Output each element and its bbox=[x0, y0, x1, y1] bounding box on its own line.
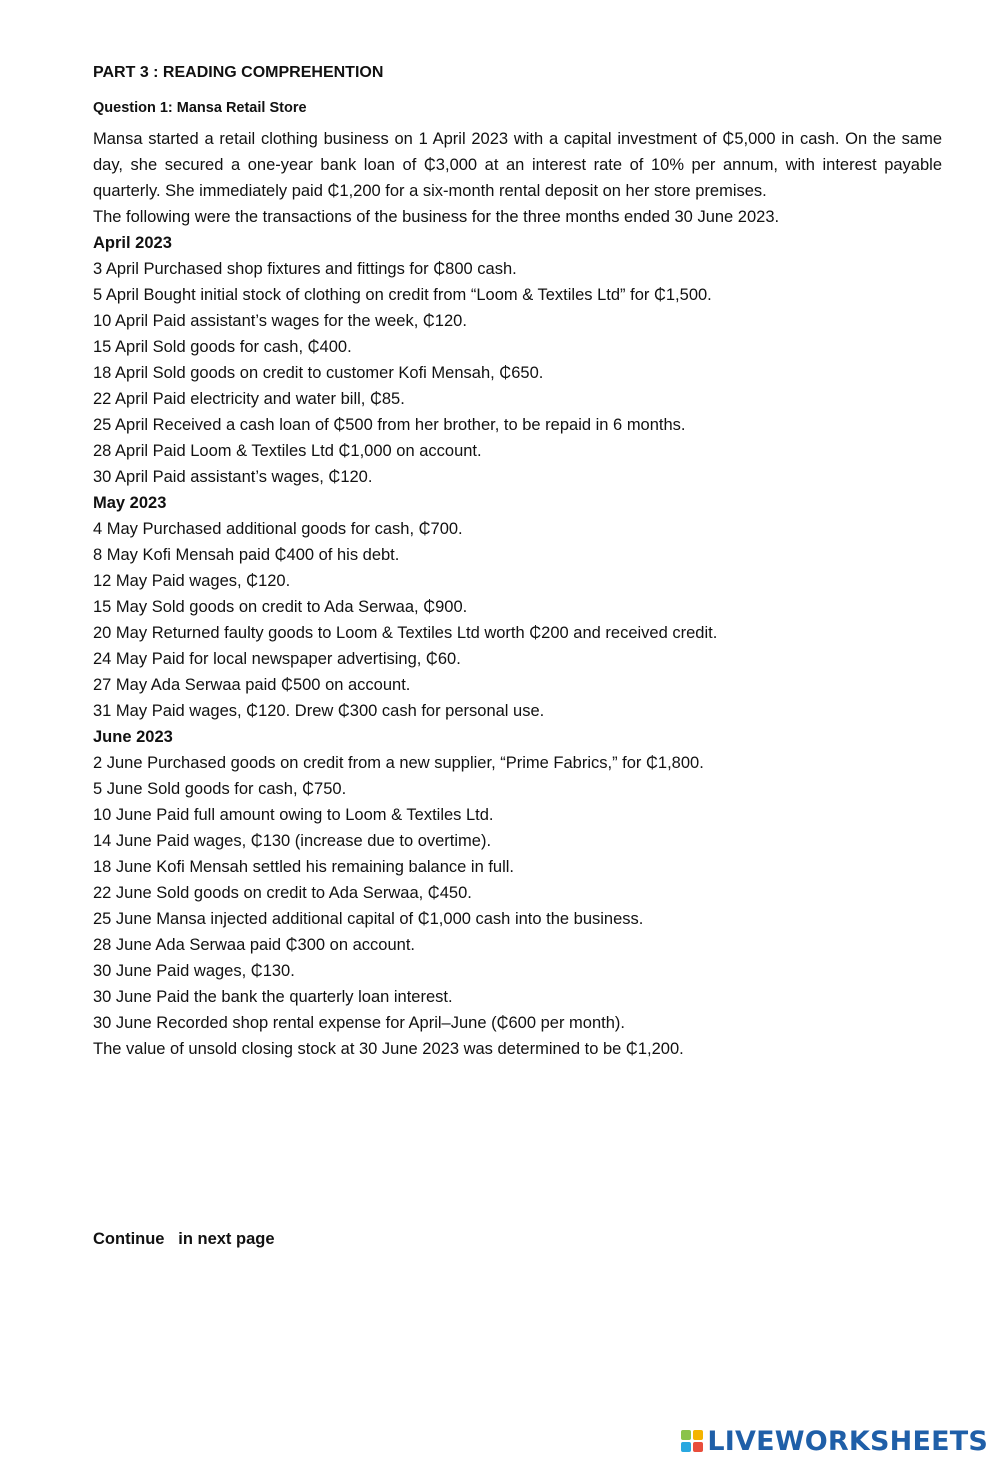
transaction-line: 28 April Paid Loom & Textiles Ltd ₵1,000 on account. bbox=[93, 442, 482, 460]
month-heading: June 2023 bbox=[93, 728, 173, 746]
transaction-line: 18 June Kofi Mensah settled his remaining balance in full. bbox=[93, 858, 514, 876]
transaction-line: 5 April Bought initial stock of clothing on credit from “Loom & Textiles Ltd” for ₵1,500. bbox=[93, 286, 712, 304]
question-title: Question 1: Mansa Retail Store bbox=[93, 100, 307, 116]
transaction-line: 5 June Sold goods for cash, ₵750. bbox=[93, 780, 347, 798]
transaction-line: 15 May Sold goods on credit to Ada Serwaa, ₵900. bbox=[93, 598, 468, 616]
transaction-line: 31 May Paid wages, ₵120. Drew ₵300 cash for personal use. bbox=[93, 702, 545, 720]
month-heading: May 2023 bbox=[93, 494, 167, 512]
part-title: PART 3 : READING COMPREHENTION bbox=[93, 64, 384, 81]
transaction-line: 25 June Mansa injected additional capital of ₵1,000 cash into the business. bbox=[93, 910, 644, 928]
logo-tile bbox=[681, 1430, 691, 1440]
logo-grid-icon bbox=[681, 1430, 703, 1452]
transaction-line: 4 May Purchased additional goods for cash, ₵700. bbox=[93, 520, 463, 538]
transaction-list bbox=[93, 204, 942, 1062]
month-heading: April 2023 bbox=[93, 234, 172, 252]
logo-tile bbox=[693, 1430, 703, 1440]
transaction-line: The value of unsold closing stock at 30 June 2023 was determined to be ₵1,200. bbox=[93, 1040, 684, 1058]
logo-text: LIVEWORKSHEETS bbox=[707, 1425, 988, 1457]
transaction-line: 24 May Paid for local newspaper advertising, ₵60. bbox=[93, 650, 461, 668]
transaction-line: 22 April Paid electricity and water bill, ₵85. bbox=[93, 390, 405, 408]
transaction-line: 12 May Paid wages, ₵120. bbox=[93, 572, 291, 590]
transaction-line: 18 April Sold goods on credit to customer Kofi Mensah, ₵650. bbox=[93, 364, 544, 382]
intro-paragraph: Mansa started a retail clothing business on 1 April 2023 with a capital investment of ₵5,000 in cash. On the same day, she secured a one-year bank loan of ₵3,000 at an interest rate of 10% per annum, with interest payable quarterly. She immediately paid ₵1,200 for a six-month rental deposit on her store premises. bbox=[93, 130, 942, 200]
logo-tile bbox=[681, 1442, 691, 1452]
transaction-line: 30 June Paid wages, ₵130. bbox=[93, 962, 295, 980]
transaction-line: 14 June Paid wages, ₵130 (increase due to overtime). bbox=[93, 832, 492, 850]
transaction-line: 2 June Purchased goods on credit from a new supplier, “Prime Fabrics,” for ₵1,800. bbox=[93, 754, 704, 772]
transaction-line: 15 April Sold goods for cash, ₵400. bbox=[93, 338, 352, 356]
liveworksheets-logo bbox=[681, 1427, 988, 1455]
transaction-line: 27 May Ada Serwaa paid ₵500 on account. bbox=[93, 676, 411, 694]
transaction-line: 10 June Paid full amount owing to Loom & Textiles Ltd. bbox=[93, 806, 494, 824]
transaction-line: 30 June Paid the bank the quarterly loan interest. bbox=[93, 988, 453, 1006]
transaction-line: 28 June Ada Serwaa paid ₵300 on account. bbox=[93, 936, 415, 954]
transaction-line: 3 April Purchased shop fixtures and fittings for ₵800 cash. bbox=[93, 260, 517, 278]
transaction-line: 8 May Kofi Mensah paid ₵400 of his debt. bbox=[93, 546, 400, 564]
transaction-line: 30 April Paid assistant’s wages, ₵120. bbox=[93, 468, 373, 486]
transaction-line: 10 April Paid assistant’s wages for the week, ₵120. bbox=[93, 312, 467, 330]
logo-tile bbox=[693, 1442, 703, 1452]
transaction-line: 25 April Received a cash loan of ₵500 from her brother, to be repaid in 6 months. bbox=[93, 416, 686, 434]
transaction-line: The following were the transactions of the business for the three months ended 30 June 2023. bbox=[93, 208, 780, 226]
continue-note: Continue in next page bbox=[93, 1230, 275, 1248]
worksheet-page bbox=[93, 60, 942, 1062]
transaction-line: 22 June Sold goods on credit to Ada Serwaa, ₵450. bbox=[93, 884, 472, 902]
transaction-line: 30 June Recorded shop rental expense for April–June (₵600 per month). bbox=[93, 1014, 625, 1032]
transaction-line: 20 May Returned faulty goods to Loom & Textiles Ltd worth ₵200 and received credit. bbox=[93, 624, 718, 642]
